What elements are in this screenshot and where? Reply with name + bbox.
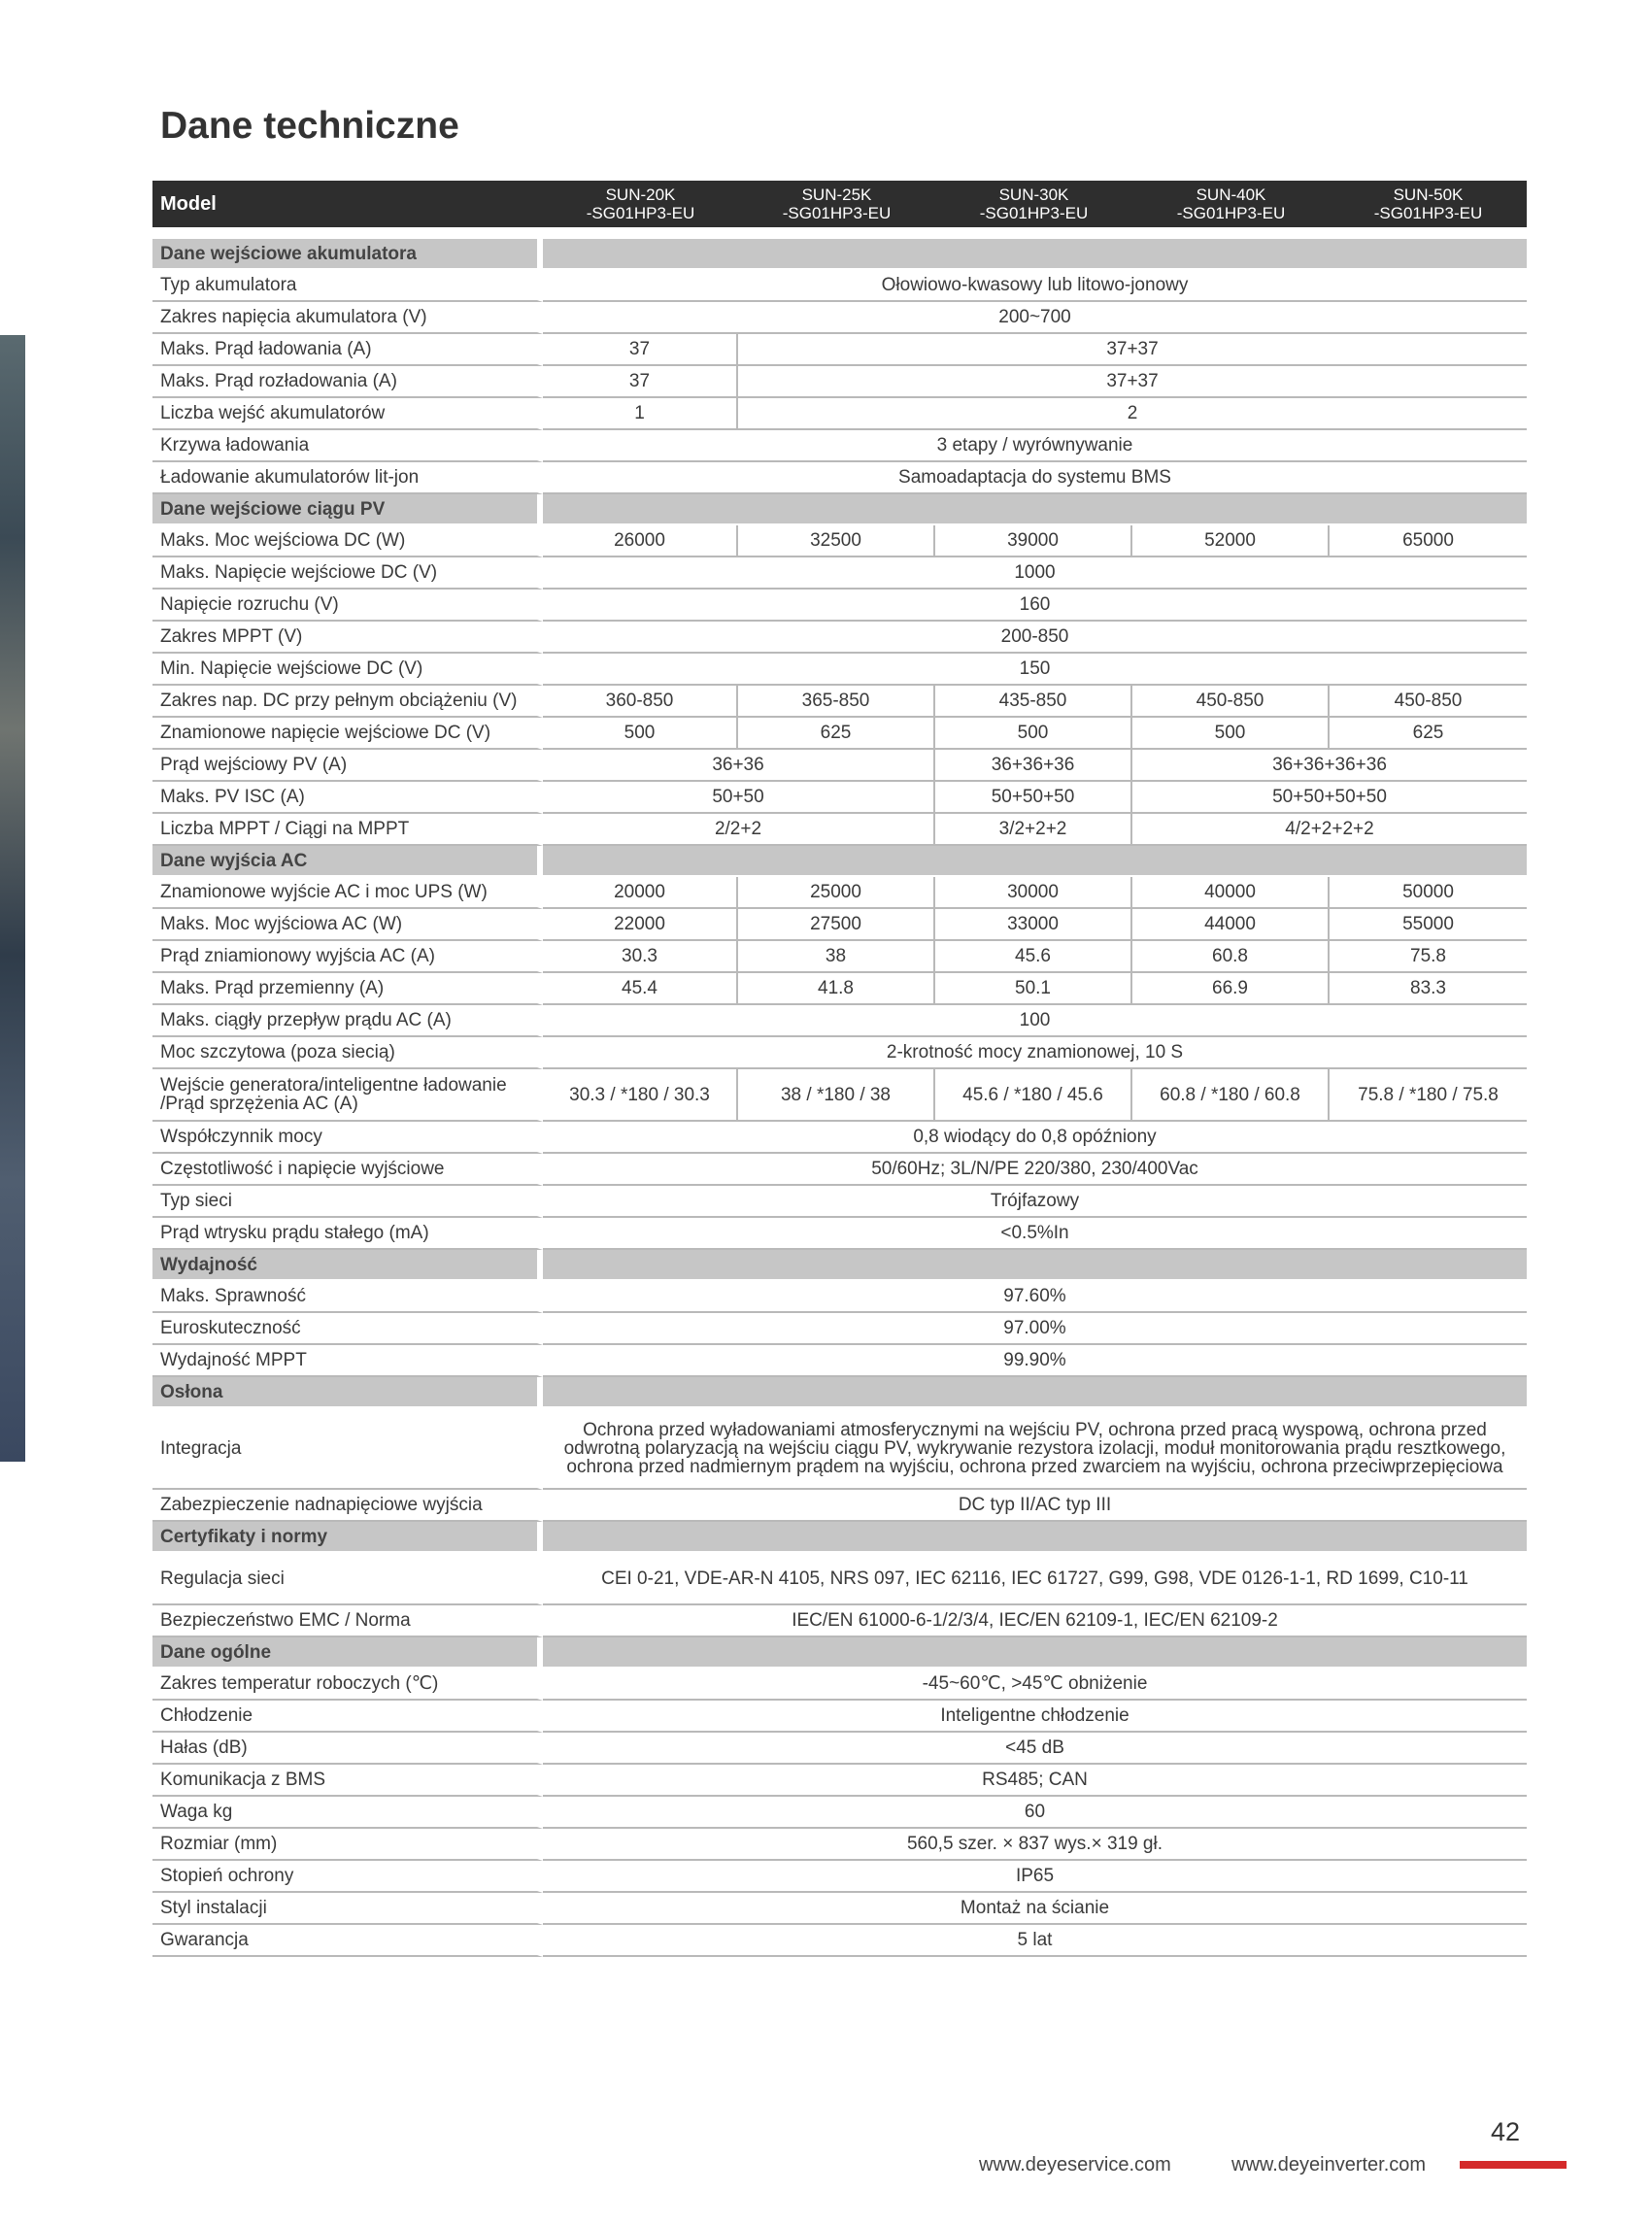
value-cell: 52000 xyxy=(1132,525,1330,557)
row-label: Maks. PV ISC (A) xyxy=(152,782,543,814)
section-fill xyxy=(543,1637,1527,1669)
row-label: Typ sieci xyxy=(152,1186,543,1218)
value-cell: 33000 xyxy=(935,909,1132,941)
value-cell: <45 dB xyxy=(543,1733,1527,1765)
table-row xyxy=(152,1765,1527,1797)
footer-link-service[interactable]: www.deyeservice.com xyxy=(979,2154,1171,2175)
table-row xyxy=(152,590,1527,622)
section-fill xyxy=(543,846,1527,877)
section-fill xyxy=(543,1250,1527,1281)
table-row xyxy=(152,366,1527,398)
section-row xyxy=(152,494,1527,525)
row-label: Rozmiar (mm) xyxy=(152,1829,543,1861)
value-cell: 50000 xyxy=(1330,877,1527,909)
table-row xyxy=(152,557,1527,590)
table-row xyxy=(152,1154,1527,1186)
value-cell: 500 xyxy=(1132,718,1330,750)
value-cell: 450-850 xyxy=(1132,686,1330,718)
value-cell: 75.8 / *180 / 75.8 xyxy=(1330,1069,1527,1122)
footer-accent-bar xyxy=(1460,2161,1567,2169)
value-cell: 2-krotność mocy znamionowej, 10 S xyxy=(543,1037,1527,1069)
value-cell: 360-850 xyxy=(543,686,738,718)
table-row xyxy=(152,1005,1527,1037)
model-header-cell xyxy=(935,181,1132,227)
value-cell: 1000 xyxy=(543,557,1527,590)
table-row xyxy=(152,1037,1527,1069)
row-label: Hałas (dB) xyxy=(152,1733,543,1765)
row-label: Maks. ciągły przepływ prądu AC (A) xyxy=(152,1005,543,1037)
section-row xyxy=(152,1250,1527,1281)
table-row xyxy=(152,718,1527,750)
row-label: Waga kg xyxy=(152,1797,543,1829)
value-cell: 160 xyxy=(543,590,1527,622)
value-cell: 560,5 szer. × 837 wys.× 319 gł. xyxy=(543,1829,1527,1861)
value-cell: 435-850 xyxy=(935,686,1132,718)
table-row xyxy=(152,1861,1527,1893)
value-cell: 97.00% xyxy=(543,1313,1527,1345)
table-row xyxy=(152,877,1527,909)
value-cell: 75.8 xyxy=(1330,941,1527,973)
value-cell: 99.90% xyxy=(543,1345,1527,1377)
section-row xyxy=(152,239,1527,270)
table-row xyxy=(152,1553,1527,1605)
section-title: Certyfikaty i normy xyxy=(152,1522,543,1553)
value-cell: 60.8 xyxy=(1132,941,1330,973)
value-cell: 50/60Hz; 3L/N/PE 220/380, 230/400Vac xyxy=(543,1154,1527,1186)
value-cell: 30.3 / *180 / 30.3 xyxy=(543,1069,738,1122)
value-cell: 44000 xyxy=(1132,909,1330,941)
model-name: SUN-40K xyxy=(1196,186,1266,204)
table-row xyxy=(152,302,1527,334)
page-title: Dane techniczne xyxy=(160,105,459,147)
table-row xyxy=(152,525,1527,557)
section-fill xyxy=(543,1377,1527,1408)
model-header-cell xyxy=(1330,181,1527,227)
value-cell: 200~700 xyxy=(543,302,1527,334)
row-label: Maks. Prąd rozładowania (A) xyxy=(152,366,543,398)
table-row xyxy=(152,1313,1527,1345)
row-label: Zakres temperatur roboczych (℃) xyxy=(152,1669,543,1701)
table-row xyxy=(152,1490,1527,1522)
value-cell: 41.8 xyxy=(738,973,935,1005)
model-suffix: -SG01HP3-EU xyxy=(782,204,892,222)
section-fill xyxy=(543,494,1527,525)
row-label: Współczynnik mocy xyxy=(152,1122,543,1154)
value-cell: 38 xyxy=(738,941,935,973)
value-cell: 450-850 xyxy=(1330,686,1527,718)
table-row xyxy=(152,462,1527,494)
row-label: Chłodzenie xyxy=(152,1701,543,1733)
section-fill xyxy=(543,1522,1527,1553)
model-suffix: -SG01HP3-EU xyxy=(1373,204,1483,222)
section-row xyxy=(152,1637,1527,1669)
value-cell: 66.9 xyxy=(1132,973,1330,1005)
row-label: Maks. Napięcie wejściowe DC (V) xyxy=(152,557,543,590)
row-label: Maks. Sprawność xyxy=(152,1281,543,1313)
table-row xyxy=(152,1281,1527,1313)
value-cell: 2/2+2 xyxy=(543,814,935,846)
table-row xyxy=(152,398,1527,430)
value-cell: 365-850 xyxy=(738,686,935,718)
value-cell: 25000 xyxy=(738,877,935,909)
section-title: Dane wyjścia AC xyxy=(152,846,543,877)
value-cell: Montaż na ścianie xyxy=(543,1893,1527,1925)
row-label: Zabezpieczenie nadnapięciowe wyjścia xyxy=(152,1490,543,1522)
value-cell: 26000 xyxy=(543,525,738,557)
row-label: Zakres MPPT (V) xyxy=(152,622,543,654)
table-row xyxy=(152,814,1527,846)
table-header-row xyxy=(152,181,1527,227)
row-label: Styl instalacji xyxy=(152,1893,543,1925)
value-cell: 37+37 xyxy=(738,366,1527,398)
value-cell: 97.60% xyxy=(543,1281,1527,1313)
row-label: Euroskuteczność xyxy=(152,1313,543,1345)
value-cell: Samoadaptacja do systemu BMS xyxy=(543,462,1527,494)
table-row xyxy=(152,430,1527,462)
value-cell: 20000 xyxy=(543,877,738,909)
value-cell: 36+36 xyxy=(543,750,935,782)
header-spacer xyxy=(152,227,1527,239)
value-cell: IP65 xyxy=(543,1861,1527,1893)
value-cell: -45~60℃, >45℃ obniżenie xyxy=(543,1669,1527,1701)
section-fill xyxy=(543,239,1527,270)
row-label: Min. Napięcie wejściowe DC (V) xyxy=(152,654,543,686)
value-cell: CEI 0-21, VDE-AR-N 4105, NRS 097, IEC 62116, IEC 61727, G99, G98, VDE 0126-1-1, RD 1699, C10-11 xyxy=(543,1553,1527,1605)
model-header-label: Model xyxy=(152,181,543,227)
value-cell: 45.6 / *180 / 45.6 xyxy=(935,1069,1132,1122)
row-label: Zakres napięcia akumulatora (V) xyxy=(152,302,543,334)
row-label: Wejście generatora/inteligentne ładowanie /Prąd sprzężenia AC (A) xyxy=(152,1069,543,1122)
value-cell: Ochrona przed wyładowaniami atmosferycznymi na wejściu PV, ochrona przed pracą wyspową, ochrona przed odwrotną polaryzacją na wejściu ciągu PV, wykrywanie rezystora izolacji, moduł monitorowania prądu resztkowego, ochrona przed nadmiernym prądem na wyjściu, ochrona przed zwarciem na wyjściu, ochrona przeciwprzepięciowa xyxy=(543,1408,1527,1490)
value-cell: 100 xyxy=(543,1005,1527,1037)
model-name: SUN-30K xyxy=(998,186,1069,204)
model-suffix: -SG01HP3-EU xyxy=(1176,204,1286,222)
row-label: Prąd wtrysku prądu stałego (mA) xyxy=(152,1218,543,1250)
row-label: Prąd zniamionowy wyjścia AC (A) xyxy=(152,941,543,973)
row-label: Komunikacja z BMS xyxy=(152,1765,543,1797)
value-cell: Ołowiowo-kwasowy lub litowo-jonowy xyxy=(543,270,1527,302)
value-cell: 200-850 xyxy=(543,622,1527,654)
value-cell: 5 lat xyxy=(543,1925,1527,1957)
spacer-cell xyxy=(152,227,1527,239)
row-label: Maks. Moc wyjściowa AC (W) xyxy=(152,909,543,941)
value-cell: 50+50+50+50 xyxy=(1132,782,1527,814)
row-label: Zakres nap. DC przy pełnym obciążeniu (V) xyxy=(152,686,543,718)
table-row xyxy=(152,782,1527,814)
row-label: Maks. Moc wejściowa DC (W) xyxy=(152,525,543,557)
section-title: Dane ogólne xyxy=(152,1637,543,1669)
value-cell: 45.4 xyxy=(543,973,738,1005)
value-cell: 36+36+36 xyxy=(935,750,1132,782)
value-cell: 83.3 xyxy=(1330,973,1527,1005)
table-row xyxy=(152,1797,1527,1829)
value-cell: 50+50 xyxy=(543,782,935,814)
table-row xyxy=(152,1701,1527,1733)
value-cell: 30.3 xyxy=(543,941,738,973)
value-cell: 38 / *180 / 38 xyxy=(738,1069,935,1122)
row-label: Integracja xyxy=(152,1408,543,1490)
table-row xyxy=(152,1893,1527,1925)
row-label: Liczba wejść akumulatorów xyxy=(152,398,543,430)
value-cell: IEC/EN 61000-6-1/2/3/4, IEC/EN 62109-1, IEC/EN 62109-2 xyxy=(543,1605,1527,1637)
value-cell: 1 xyxy=(543,398,738,430)
table-row xyxy=(152,686,1527,718)
model-header-cell xyxy=(543,181,738,227)
value-cell: DC typ II/AC typ III xyxy=(543,1490,1527,1522)
table-row xyxy=(152,941,1527,973)
model-header-cell xyxy=(1132,181,1330,227)
value-cell: 45.6 xyxy=(935,941,1132,973)
row-label: Prąd wejściowy PV (A) xyxy=(152,750,543,782)
value-cell: 55000 xyxy=(1330,909,1527,941)
table-row xyxy=(152,270,1527,302)
row-label: Typ akumulatora xyxy=(152,270,543,302)
model-name: SUN-50K xyxy=(1393,186,1464,204)
table-row xyxy=(152,1669,1527,1701)
table-row xyxy=(152,1829,1527,1861)
value-cell: 625 xyxy=(1330,718,1527,750)
table-row xyxy=(152,1605,1527,1637)
row-label: Gwarancja xyxy=(152,1925,543,1957)
section-row xyxy=(152,1377,1527,1408)
table-row xyxy=(152,1186,1527,1218)
value-cell: 150 xyxy=(543,654,1527,686)
value-cell: 2 xyxy=(738,398,1527,430)
row-label: Wydajność MPPT xyxy=(152,1345,543,1377)
table-row xyxy=(152,1925,1527,1957)
row-label: Regulacja sieci xyxy=(152,1553,543,1605)
row-label: Liczba MPPT / Ciągi na MPPT xyxy=(152,814,543,846)
section-row xyxy=(152,846,1527,877)
value-cell: Inteligentne chłodzenie xyxy=(543,1701,1527,1733)
table-row xyxy=(152,1345,1527,1377)
spec-table-body xyxy=(152,239,1527,1957)
table-row xyxy=(152,1218,1527,1250)
value-cell: 60.8 / *180 / 60.8 xyxy=(1132,1069,1330,1122)
section-title: Osłona xyxy=(152,1377,543,1408)
value-cell: RS485; CAN xyxy=(543,1765,1527,1797)
section-title: Dane wejściowe akumulatora xyxy=(152,239,543,270)
table-row xyxy=(152,334,1527,366)
section-title: Dane wejściowe ciągu PV xyxy=(152,494,543,525)
value-cell: 32500 xyxy=(738,525,935,557)
table-row xyxy=(152,1122,1527,1154)
value-cell: 3/2+2+2 xyxy=(935,814,1132,846)
value-cell: 27500 xyxy=(738,909,935,941)
value-cell: 60 xyxy=(543,1797,1527,1829)
value-cell: Trójfazowy xyxy=(543,1186,1527,1218)
value-cell: 50.1 xyxy=(935,973,1132,1005)
row-label: Znamionowe napięcie wejściowe DC (V) xyxy=(152,718,543,750)
row-label: Stopień ochrony xyxy=(152,1861,543,1893)
footer-link-inverter[interactable]: www.deyeinverter.com xyxy=(1231,2154,1427,2175)
table-row xyxy=(152,909,1527,941)
table-row xyxy=(152,973,1527,1005)
table-row xyxy=(152,622,1527,654)
row-label: Częstotliwość i napięcie wyjściowe xyxy=(152,1154,543,1186)
table-row xyxy=(152,654,1527,686)
spec-table xyxy=(152,181,1527,1957)
value-cell: 0,8 wiodący do 0,8 opóźniony xyxy=(543,1122,1527,1154)
value-cell: <0.5%In xyxy=(543,1218,1527,1250)
value-cell: 500 xyxy=(543,718,738,750)
section-row xyxy=(152,1522,1527,1553)
row-label: Moc szczytowa (poza siecią) xyxy=(152,1037,543,1069)
value-cell: 50+50+50 xyxy=(935,782,1132,814)
row-label: Maks. Prąd ładowania (A) xyxy=(152,334,543,366)
table-row xyxy=(152,1069,1527,1122)
model-suffix: -SG01HP3-EU xyxy=(586,204,695,222)
page-number: 42 xyxy=(1491,2117,1521,2146)
model-name: SUN-25K xyxy=(801,186,872,204)
value-cell: 40000 xyxy=(1132,877,1330,909)
left-edge-photo xyxy=(0,335,25,1462)
row-label: Bezpieczeństwo EMC / Norma xyxy=(152,1605,543,1637)
row-label: Napięcie rozruchu (V) xyxy=(152,590,543,622)
value-cell: 625 xyxy=(738,718,935,750)
table-row xyxy=(152,1408,1527,1490)
value-cell: 37 xyxy=(543,334,738,366)
value-cell: 37+37 xyxy=(738,334,1527,366)
table-row xyxy=(152,750,1527,782)
table-row xyxy=(152,1733,1527,1765)
value-cell: 65000 xyxy=(1330,525,1527,557)
row-label: Krzywa ładowania xyxy=(152,430,543,462)
model-header-cell xyxy=(738,181,935,227)
row-label: Znamionowe wyjście AC i moc UPS (W) xyxy=(152,877,543,909)
value-cell: 36+36+36+36 xyxy=(1132,750,1527,782)
value-cell: 39000 xyxy=(935,525,1132,557)
value-cell: 4/2+2+2+2 xyxy=(1132,814,1527,846)
value-cell: 3 etapy / wyrównywanie xyxy=(543,430,1527,462)
value-cell: 37 xyxy=(543,366,738,398)
model-name: SUN-20K xyxy=(605,186,676,204)
row-label: Maks. Prąd przemienny (A) xyxy=(152,973,543,1005)
value-cell: 30000 xyxy=(935,877,1132,909)
model-suffix: -SG01HP3-EU xyxy=(979,204,1089,222)
value-cell: 22000 xyxy=(543,909,738,941)
section-title: Wydajność xyxy=(152,1250,543,1281)
row-label: Ładowanie akumulatorów lit-jon xyxy=(152,462,543,494)
value-cell: 500 xyxy=(935,718,1132,750)
